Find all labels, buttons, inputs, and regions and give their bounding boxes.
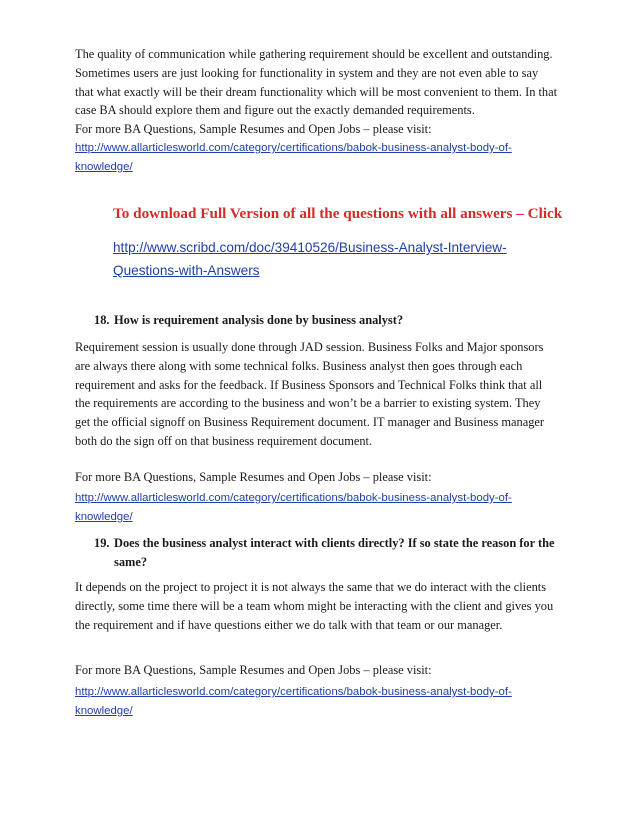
answer-18 [75,338,575,451]
intro-line: Sometimes users are just looking for functionality in system and they are not even able to say [75,65,539,80]
scribd-download-link[interactable] [113,236,507,282]
intro-more-text: For more BA Questions, Sample Resumes and Open Jobs – please visit: [75,122,432,137]
answer-line: Requirement session is usually done through JAD session. Business Folks and Major sponsors [75,340,544,354]
link-line: http://www.allarticlesworld.com/category/certifications/babok-business-analyst-body-of- [75,142,512,154]
answer-line: are always there along with some technical folks. Business analyst then goes through each [75,358,523,373]
answer-line: both do the sign off on that business requirement document. [75,433,373,448]
link-line: knowledge/ [75,510,133,523]
q19-more-text: For more BA Questions, Sample Resumes and Open Jobs – please visit: [75,663,432,677]
intro-allarticles-link[interactable] [75,139,575,177]
question-text [114,534,555,572]
link-line: knowledge/ [75,160,133,173]
question-line: same? [114,554,148,569]
answer-line: the requirements are according to the business and won’t be a barrier to existing system. They [75,396,541,411]
answer-line: It depends on the project to project it is not always the same that we do interact with the clients [75,580,547,594]
link-line: Questions-with-Answers [113,263,260,278]
answer-line: get the official signoff on Business Requirement document. IT manager and Business manager [75,415,545,430]
intro-paragraph [75,45,575,139]
question-number: 18. [94,313,110,327]
answer-line: requirement and asks for the feedback. If Business Sponsors and Technical Folks think that all [75,377,543,392]
question-line: How is requirement analysis done by business analyst? [114,313,404,327]
link-line: http://www.scribd.com/doc/39410526/Business-Analyst-Interview- [113,240,507,255]
link-line: knowledge/ [75,704,133,717]
link-line: http://www.allarticlesworld.com/category/certifications/babok-business-analyst-body-of- [75,686,512,698]
answer-19 [75,578,575,634]
answer-line: the requirement and if have questions either we do talk with that team or our manager. [75,617,503,632]
question-text [114,311,403,330]
download-heading: To download Full Version of all the questions with all answers – Click [113,205,563,222]
q18-allarticles-link[interactable] [75,489,575,527]
question-number: 19. [94,536,110,550]
q18-more-text: For more BA Questions, Sample Resumes and Open Jobs – please visit: [75,470,432,484]
answer-line: directly, some time there will be a team whom might be interacting with the client and gives you [75,598,554,613]
question-line: Does the business analyst interact with clients directly? If so state the reason for the [114,536,555,550]
q19-allarticles-link[interactable] [75,683,575,721]
intro-line: The quality of communication while gathering requirement should be excellent and outstanding. [75,47,553,61]
intro-line: case BA should explore them and figure out the exactly demanded requirements. [75,103,475,118]
intro-line: that what exactly will be their dream functionality which will be most convenient to them. In that [75,84,558,99]
link-line: http://www.allarticlesworld.com/category/certifications/babok-business-analyst-body-of- [75,492,512,504]
